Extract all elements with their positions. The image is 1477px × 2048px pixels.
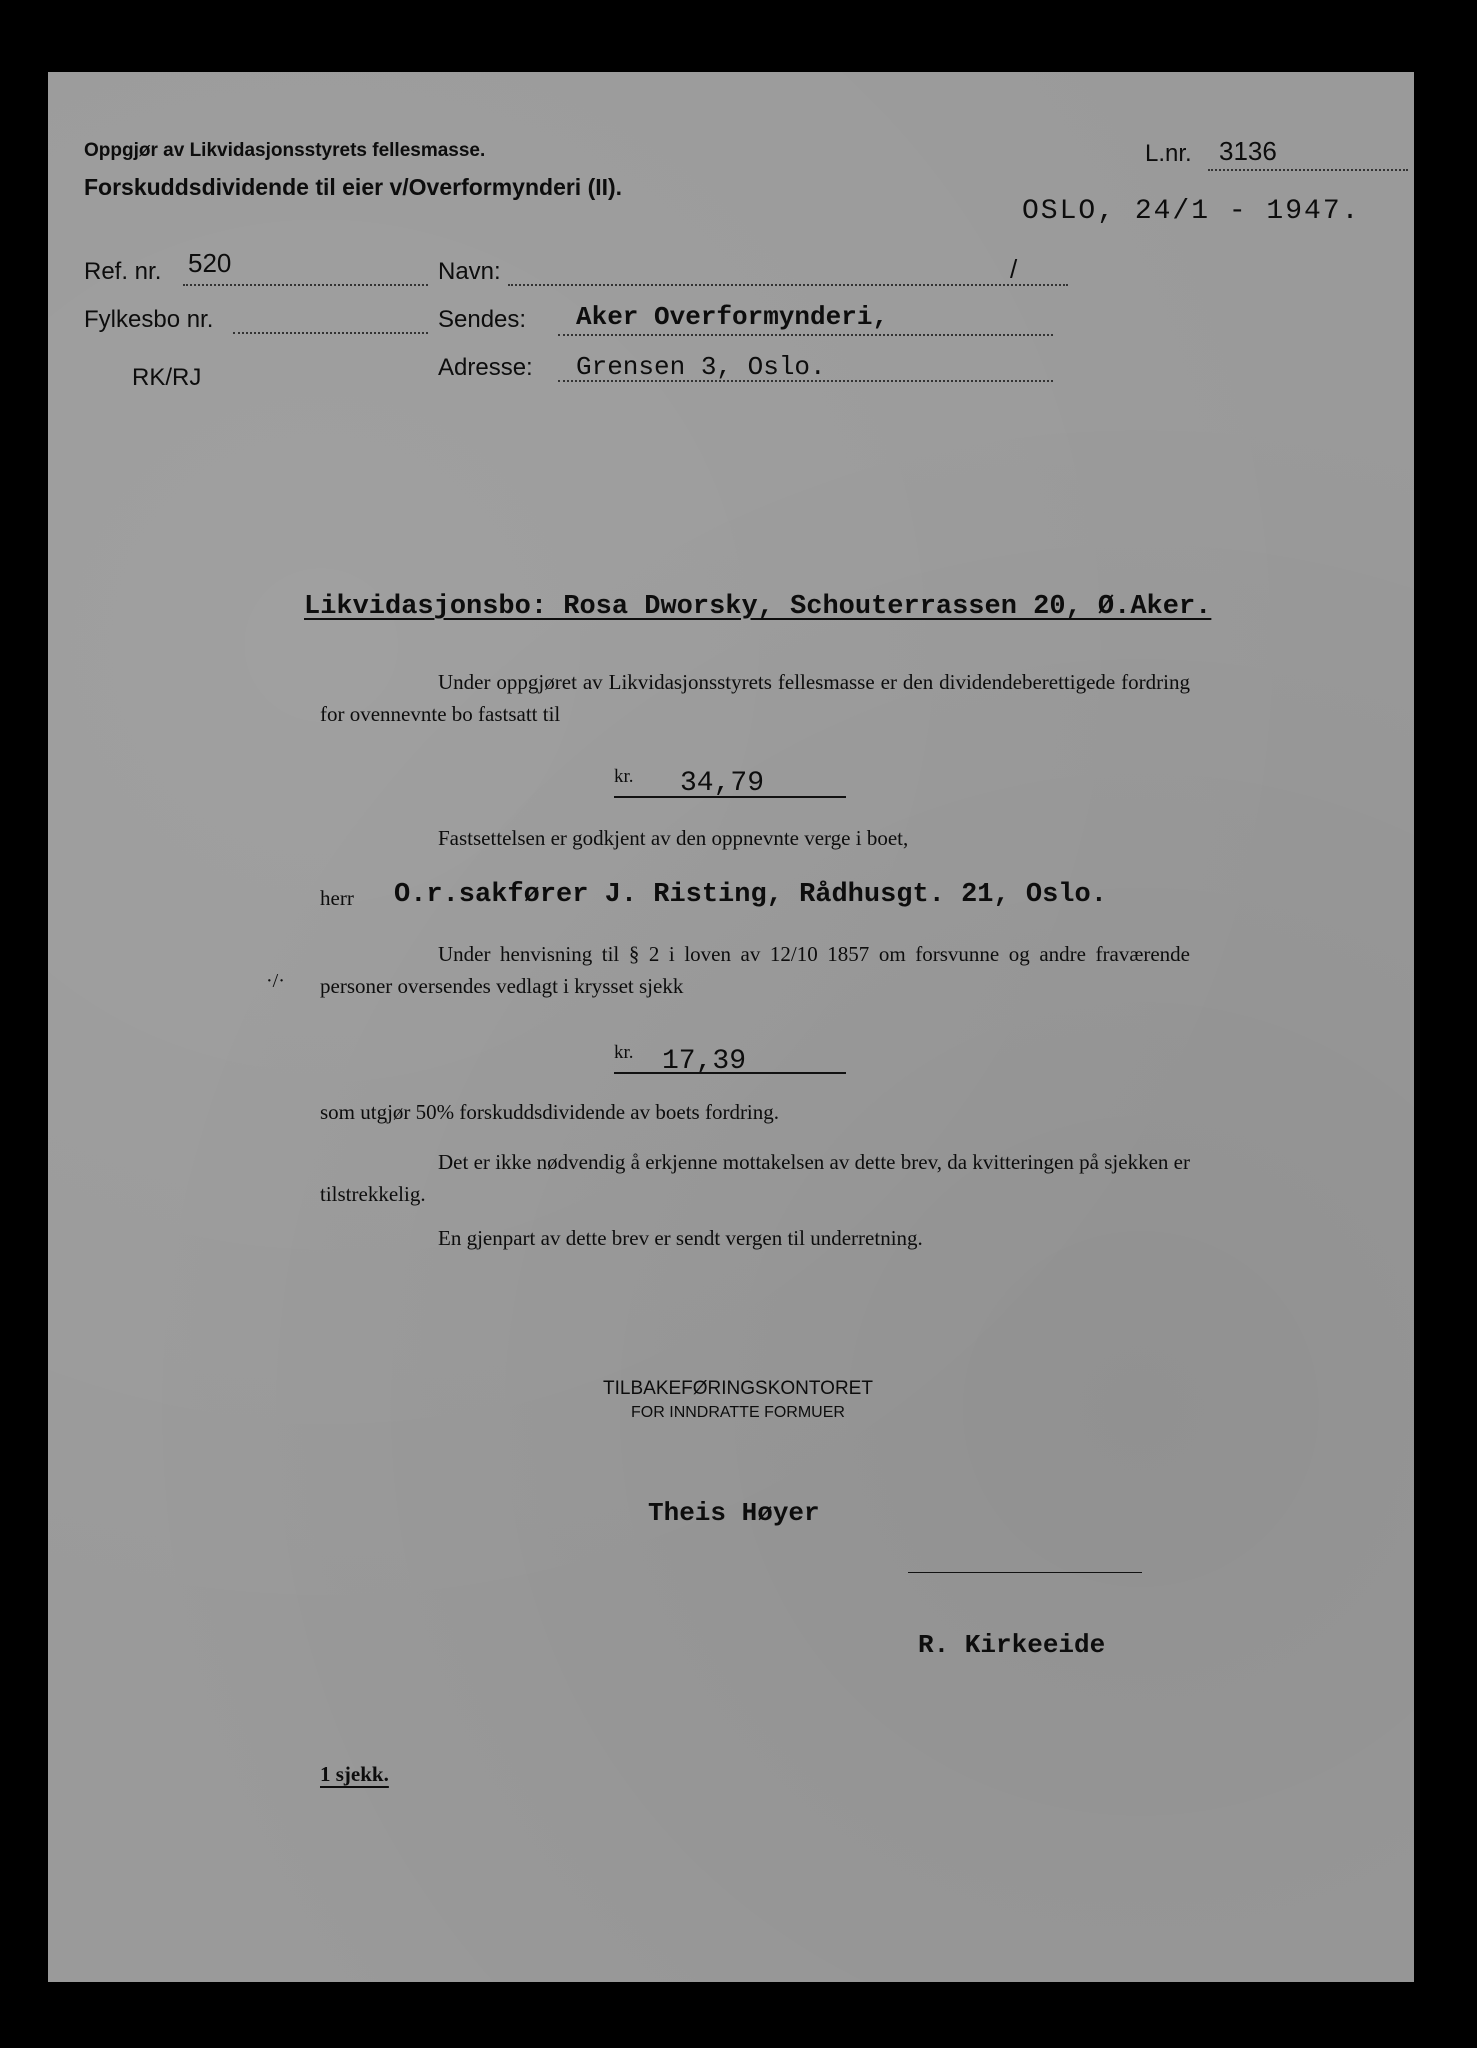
- signature-line: [908, 1572, 1142, 1573]
- sendes-label: Sendes:: [438, 306, 527, 333]
- amount2-value: 17,39: [662, 1046, 747, 1077]
- amount1-prefix: kr.: [614, 766, 634, 787]
- office-line2: FOR INNDRATTE FORMUER: [631, 1404, 845, 1421]
- document-page: [48, 72, 1414, 1982]
- ref-value: 520: [188, 248, 232, 278]
- herr-label: herr: [320, 886, 354, 910]
- header-line2: Forskuddsdividende til eier v/Overformynderi (II).: [84, 174, 623, 200]
- enclosure-note: 1 sjekk.: [320, 1762, 389, 1786]
- navn-mark: /: [1010, 254, 1018, 284]
- header-line1: Oppgjør av Likvidasjonsstyrets fellesmasse.: [84, 140, 486, 161]
- paragraph-gjenpart: En gjenpart av dette brev er sendt vergen til underretning.: [438, 1226, 923, 1250]
- fylkesbo-label: Fylkesbo nr.: [84, 306, 214, 333]
- adresse-dotline: [558, 380, 1053, 382]
- subject-line: Likvidasjonsbo: Rosa Dworsky, Schouterrassen 20, Ø.Aker.: [304, 592, 1212, 622]
- signer2: R. Kirkeeide: [918, 1630, 1106, 1660]
- sendes-dotline: [558, 334, 1053, 336]
- place-date: OSLO, 24/1 - 1947.: [1022, 196, 1361, 227]
- adresse-value: Grensen 3, Oslo.: [576, 352, 826, 382]
- paragraph-fordring: Under oppgjøret av Likvidasjonsstyrets fellesmasse er den dividendeberettigede fordring for ovennevnte bo fastsatt til: [320, 670, 1190, 726]
- lnr-value: 3136: [1219, 136, 1277, 166]
- margin-mark: ·/·: [266, 970, 285, 992]
- paragraph-forskudd: som utgjør 50% forskuddsdividende av boets fordring.: [320, 1100, 780, 1124]
- ref-label: Ref. nr.: [84, 258, 162, 285]
- sendes-value: Aker Overformynderi,: [576, 302, 889, 332]
- amount2-underline: [614, 1072, 846, 1074]
- guardian-line: O.r.sakfører J. Risting, Rådhusgt. 21, Oslo.: [394, 880, 1107, 910]
- office-line1: TILBAKEFØRINGSKONTORET: [603, 1378, 873, 1399]
- signer1: Theis Høyer: [648, 1498, 820, 1528]
- ref-dotline: [183, 284, 428, 286]
- lnr-label: L.nr.: [1145, 140, 1192, 167]
- paragraph-henvisning: Under henvisning til § 2 i loven av 12/10 1857 om forsvunne og andre fraværende personer oversendes vedlagt i krysset sjekk: [320, 942, 1190, 998]
- amount2-prefix: kr.: [614, 1042, 634, 1063]
- amount1-underline: [614, 796, 846, 798]
- lnr-dotline: [1208, 169, 1408, 171]
- initials: RK/RJ: [132, 364, 202, 391]
- paragraph-godkjent: Fastsettelsen er godkjent av den oppnevnte verge i boet,: [438, 826, 909, 850]
- fylkesbo-dotline: [233, 332, 428, 334]
- navn-dotline: [508, 284, 1068, 286]
- paragraph-kvittering: Det er ikke nødvendig å erkjenne mottakelsen av dette brev, da kvitteringen på sjekken er tilstrekkelig.: [320, 1150, 1190, 1206]
- adresse-label: Adresse:: [438, 354, 533, 381]
- amount1-value: 34,79: [680, 768, 765, 799]
- navn-label: Navn:: [438, 258, 501, 285]
